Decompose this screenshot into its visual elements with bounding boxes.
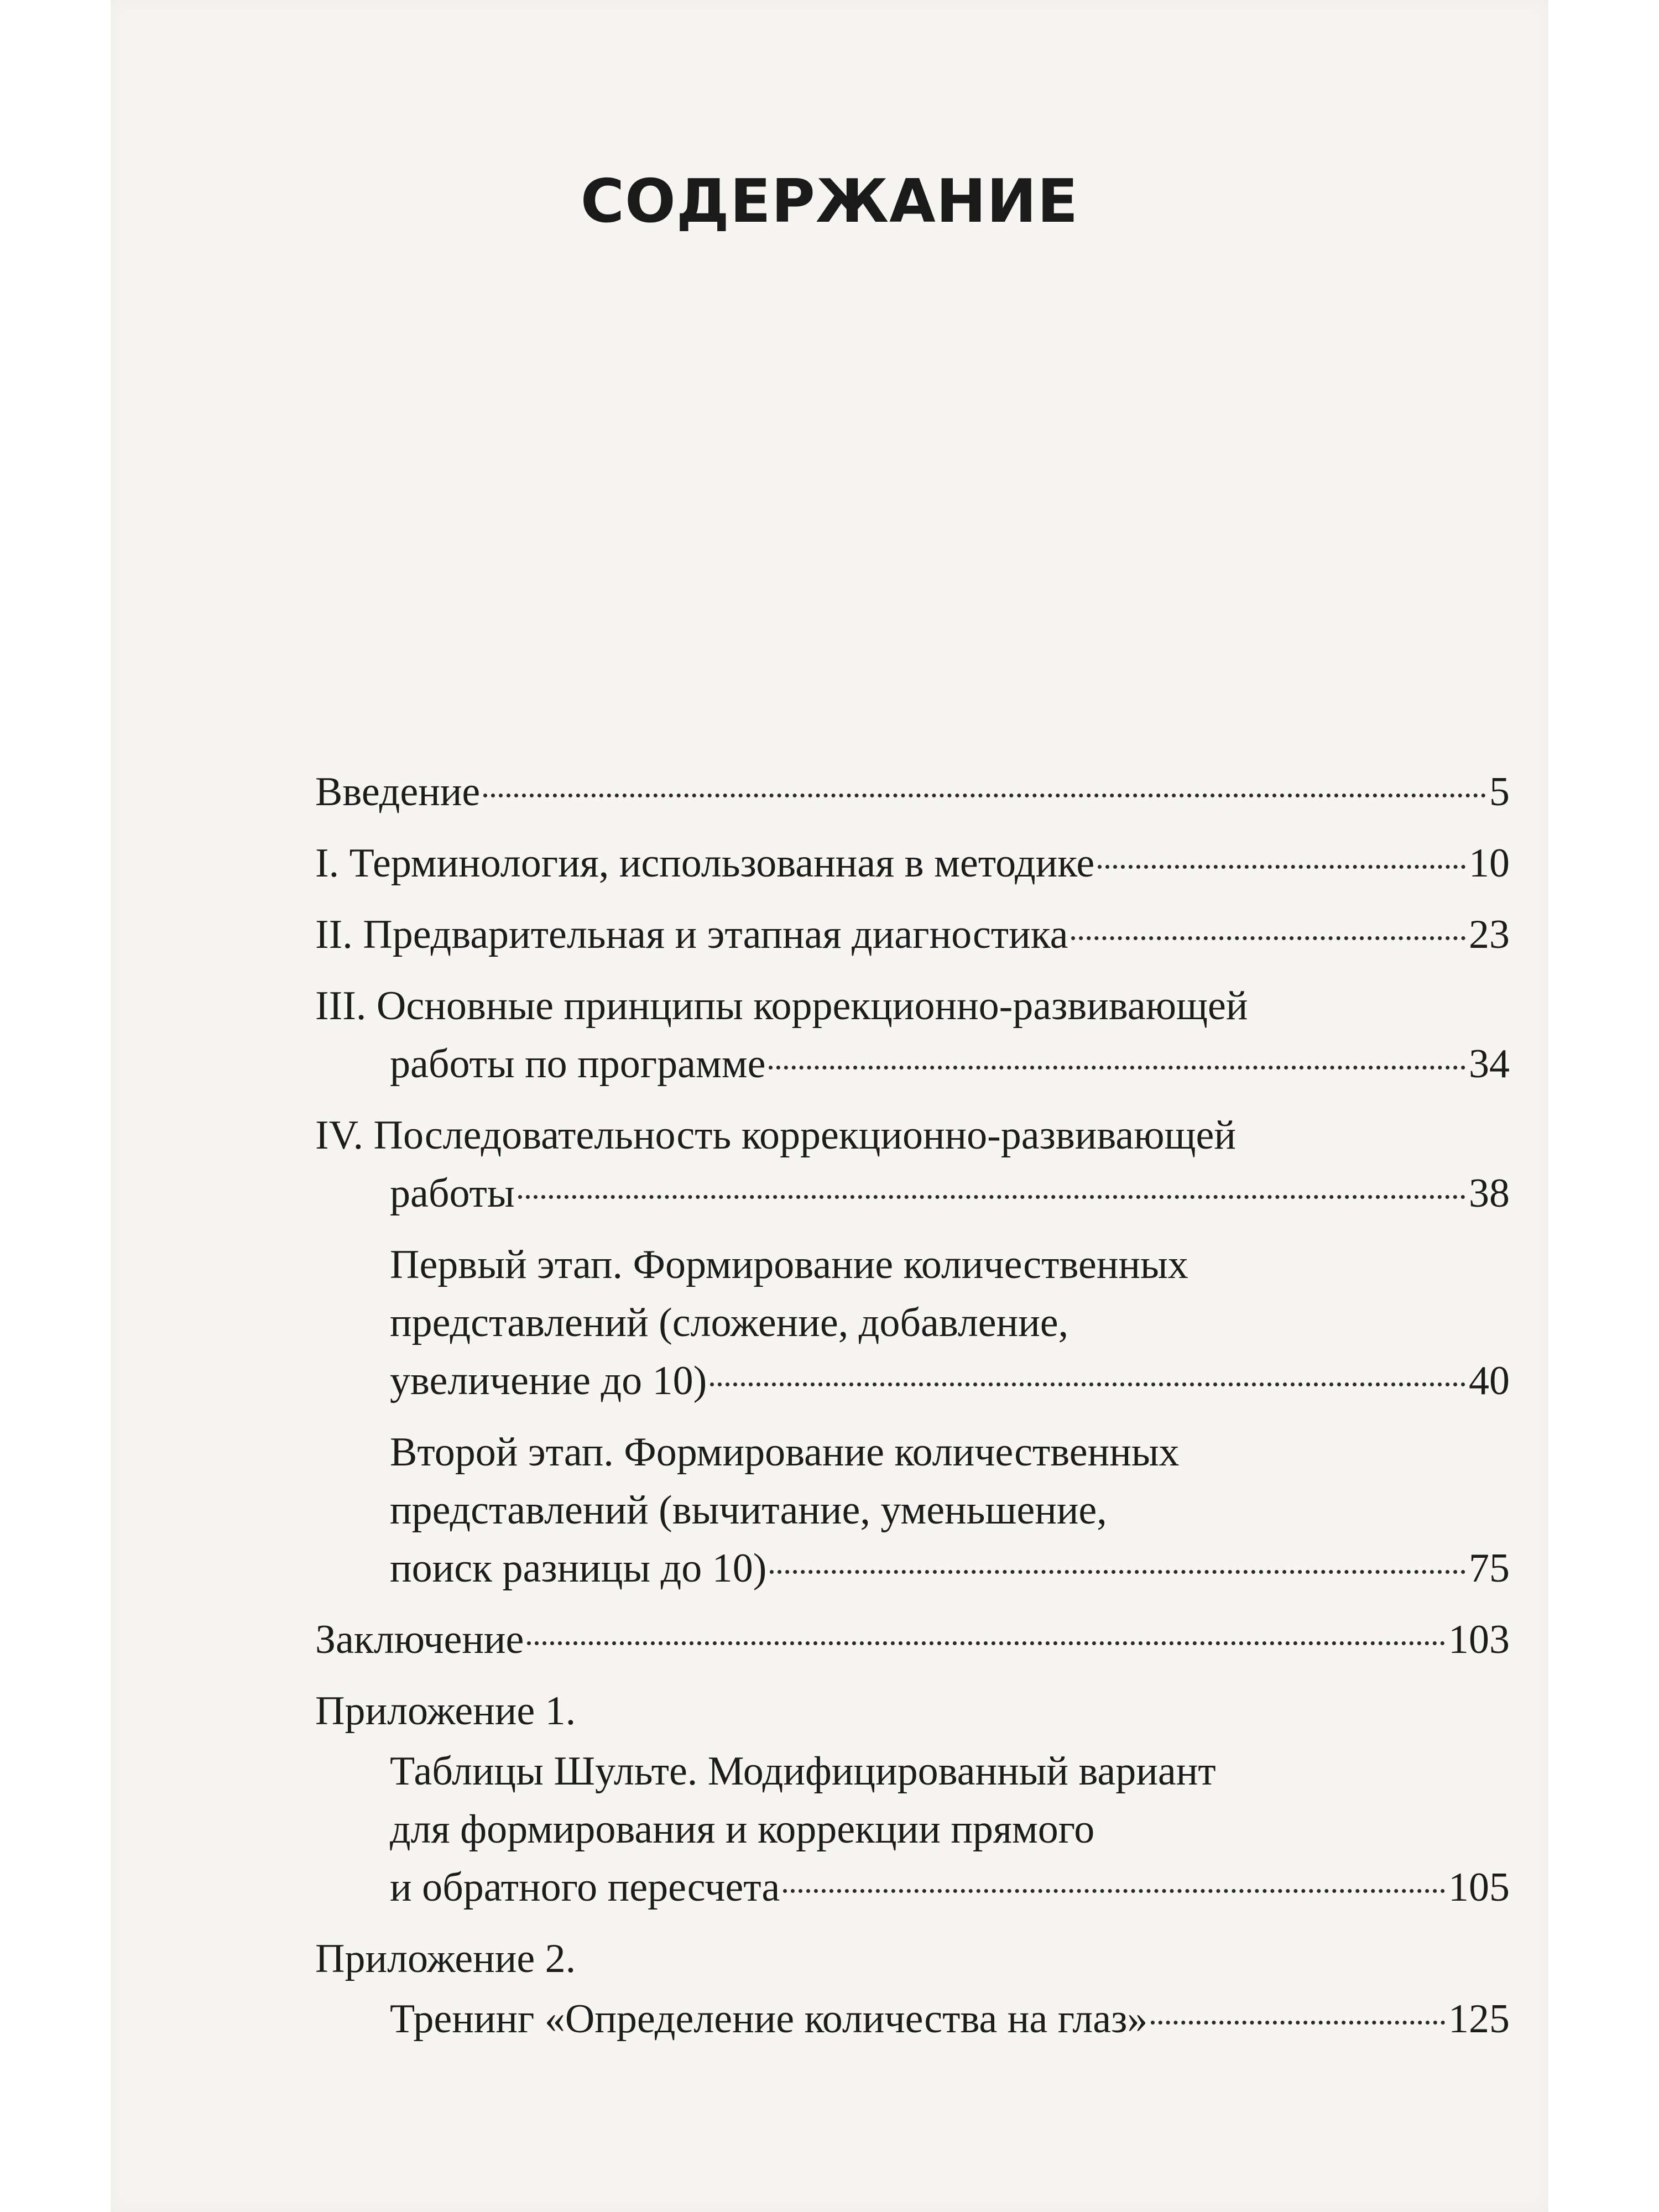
toc-entry-training [315,1990,1510,2048]
toc-entry-appendix-2: Приложение 2. [315,1936,576,1981]
dot-leader [1151,2021,1445,2025]
table-of-contents [315,763,1510,2062]
toc-entry-title-cont: увеличение до 10) [390,1358,707,1404]
dot-leader [770,1570,1465,1574]
toc-entry-schulte-tables [315,1743,1510,1917]
book-page [111,0,1548,2212]
toc-entry-title-cont: поиск разницы до 10) [390,1546,767,1591]
toc-entry-title: Введение [315,769,481,815]
toc-entry-appendix-1: Приложение 1. [315,1688,576,1734]
toc-entry-terminology [315,834,1510,893]
toc-page-number: 10 [1469,841,1510,886]
toc-entry-title-cont: представлений (сложение, добавление, [390,1300,1069,1345]
toc-page-number: 34 [1469,1041,1510,1087]
toc-entry-title: Заключение [315,1617,524,1662]
dot-leader [710,1383,1465,1386]
dot-leader [527,1641,1445,1645]
toc-page-number: 103 [1448,1617,1510,1662]
toc-entry-conclusion [315,1611,1510,1669]
toc-entry-title: Первый этап. Формирование количественных [390,1242,1188,1287]
toc-entry-title-cont: для формирования и коррекции прямого [390,1807,1095,1852]
toc-page-number: 105 [1448,1865,1510,1910]
toc-entry-title: Таблицы Шульте. Модифицированный вариант [390,1749,1216,1794]
toc-entry-sequence [315,1107,1510,1223]
dot-leader [769,1066,1465,1070]
toc-entry-title: IV. Последовательность коррекционно-развивающей [315,1113,1236,1158]
dot-leader [1098,865,1465,869]
toc-entry-title: Тренинг «Определение количества на глаз» [390,1996,1148,2042]
toc-entry-principles [315,977,1510,1093]
dot-leader [1071,936,1465,940]
dot-leader [783,1889,1445,1893]
toc-entry-title: II. Предварительная и этапная диагностика [315,912,1068,957]
toc-page-number: 125 [1448,1996,1510,2042]
dot-leader [483,794,1486,797]
toc-entry-introduction [315,763,1510,821]
toc-entry-title: III. Основные принципы коррекционно-развивающей [315,983,1248,1029]
toc-entry-title-cont: работы по программе [390,1041,766,1087]
toc-entry-title: Второй этап. Формирование количественных [390,1430,1180,1475]
toc-entry-diagnostics [315,906,1510,964]
toc-page-number: 38 [1469,1171,1510,1216]
toc-page-number: 40 [1469,1358,1510,1404]
toc-entry-title-cont: работы [390,1171,515,1216]
toc-page-number: 23 [1469,912,1510,957]
toc-page-number: 75 [1469,1546,1510,1591]
toc-entry-title-cont: и обратного пересчета [390,1865,780,1910]
toc-page-number: 5 [1489,769,1510,815]
toc-entry-title-cont: представлений (вычитание, уменьшение, [390,1488,1107,1533]
page-title: СОДЕРЖАНИЕ [580,167,1079,237]
dot-leader [518,1195,1465,1199]
toc-entry-stage-two [315,1423,1510,1598]
toc-entry-title: I. Терминология, использованная в методике [315,841,1095,886]
toc-entry-stage-one [315,1236,1510,1410]
